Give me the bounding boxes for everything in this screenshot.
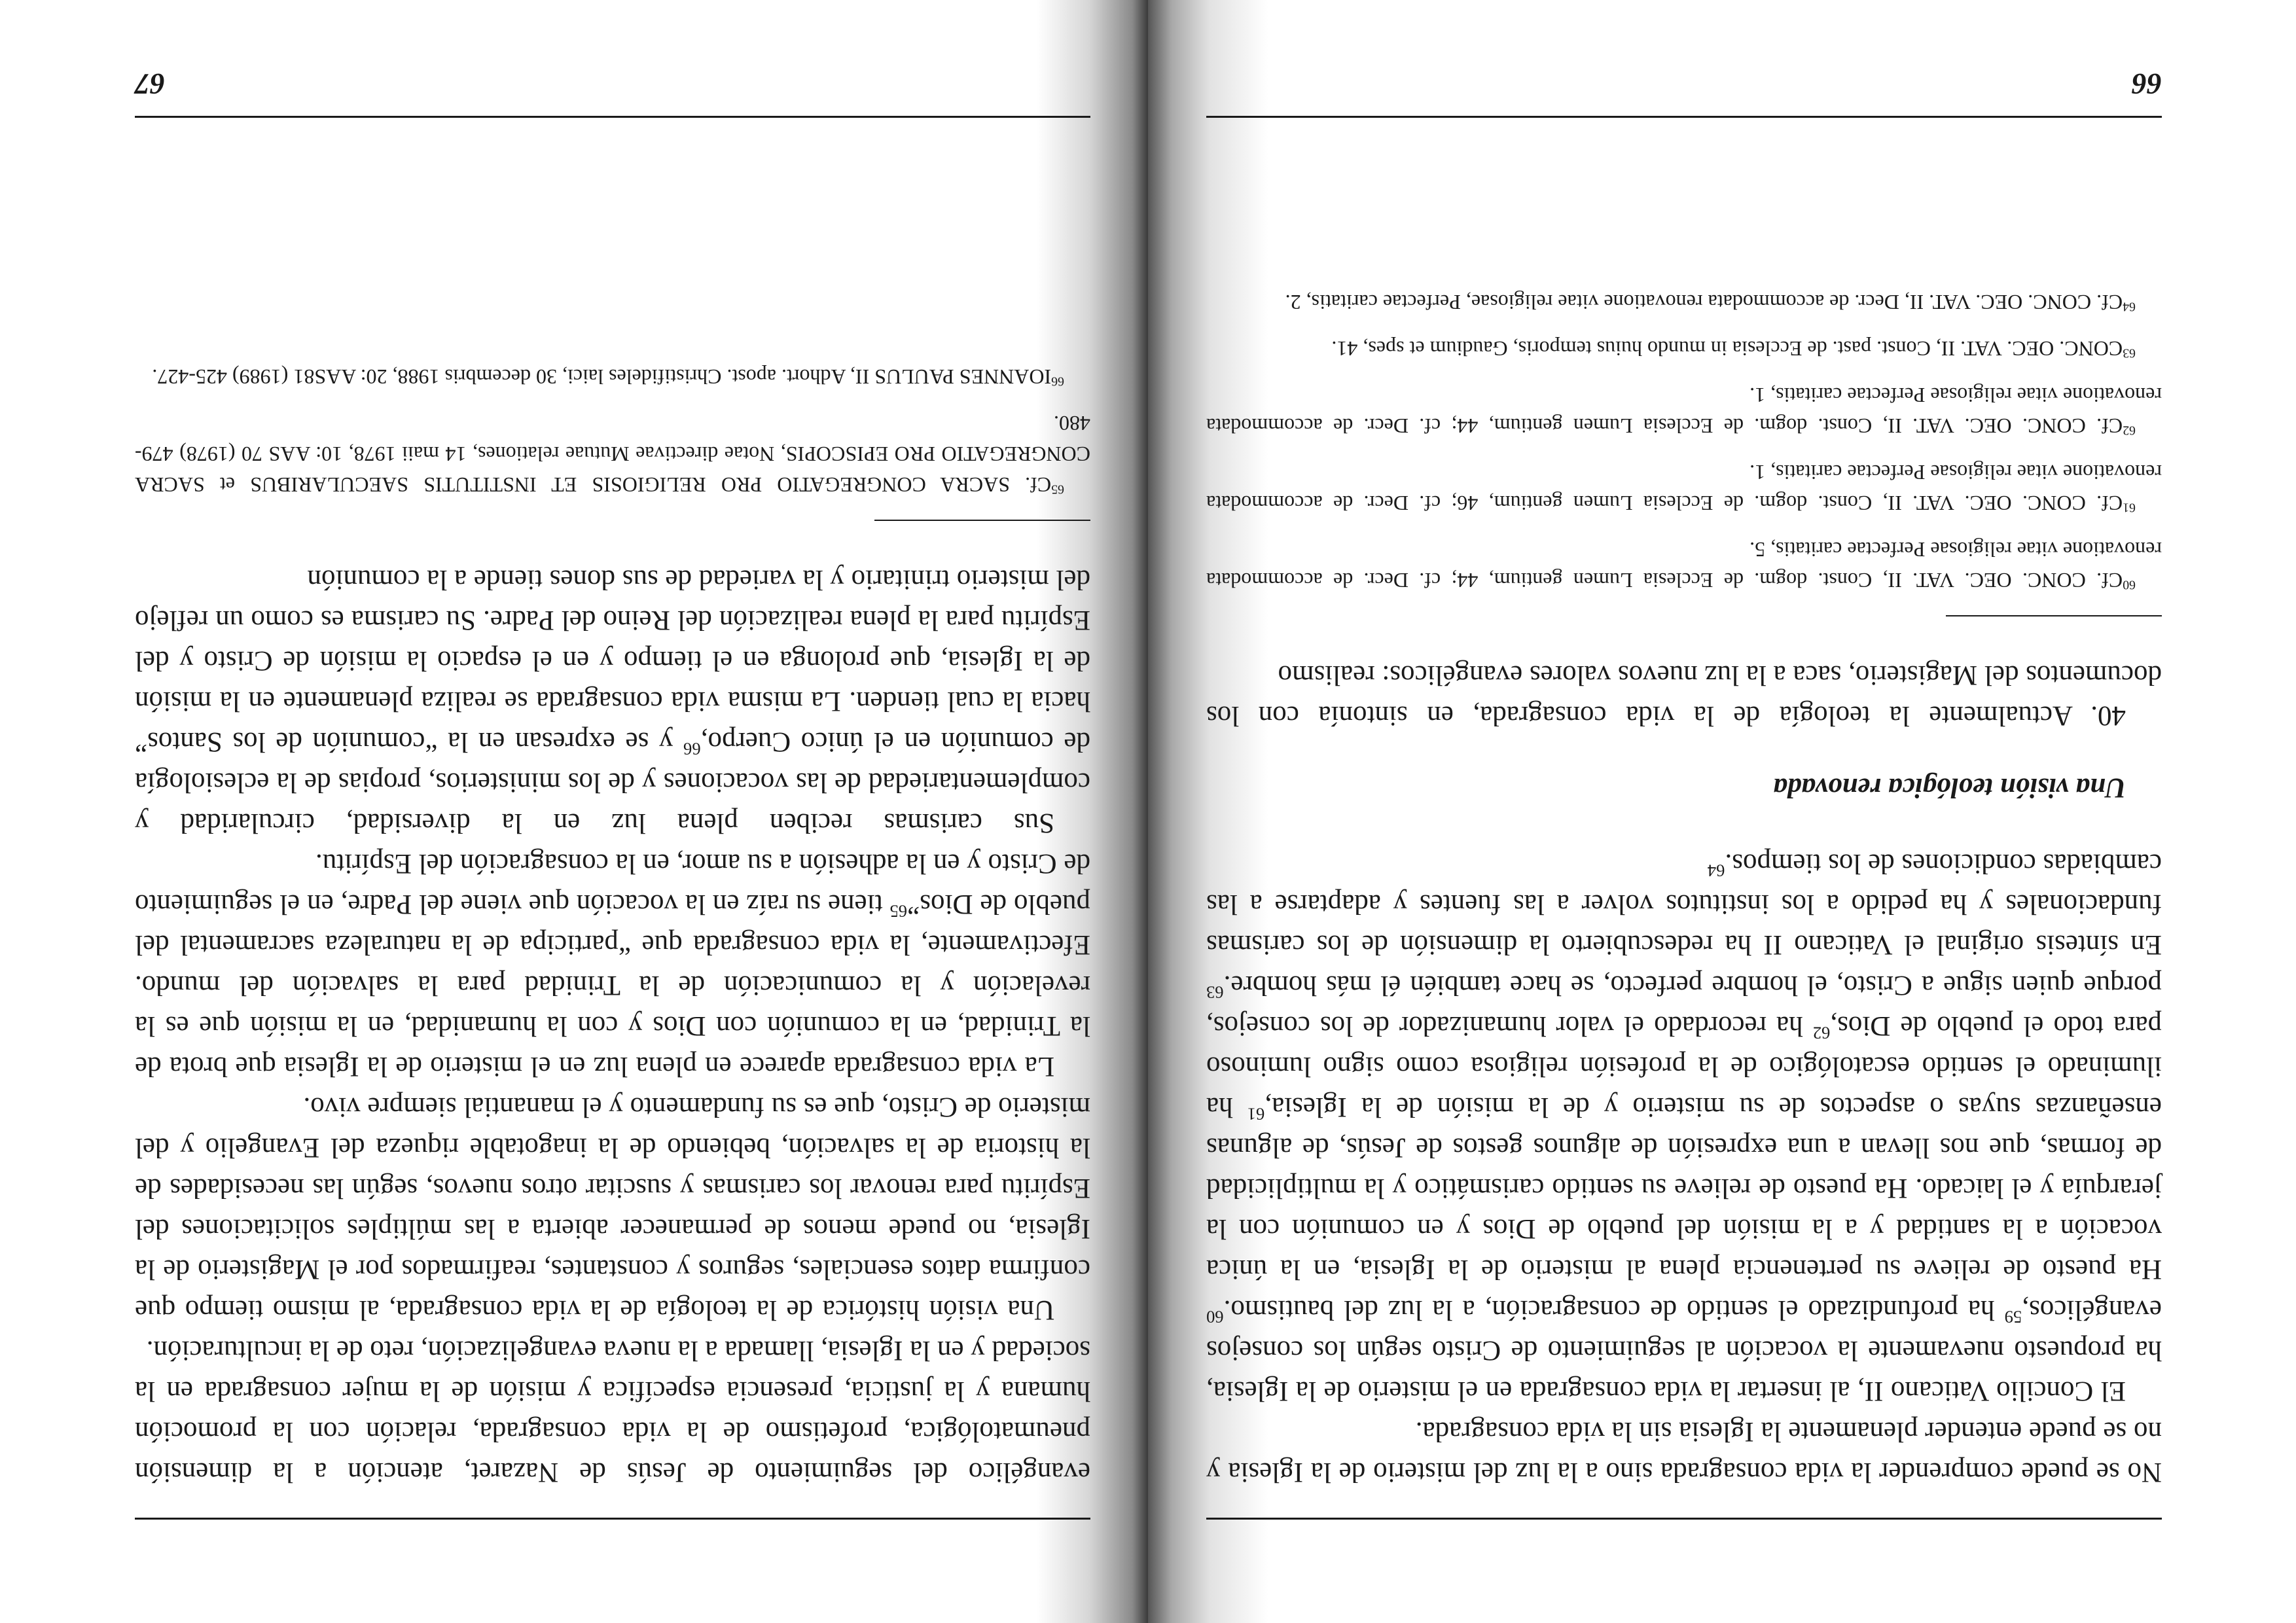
footer-rule [135,116,1090,118]
footnote: $^{62}$Cf. CONC. OEC. VAT. II, Const. dogm. de Ecclesia Lumen gentium, 44; cf. Decr. de accommodata renovatione vitae religiosae Perfectae caritatis, 1. [1206,383,2162,438]
page-66-body [1206,271,2162,1492]
footnote: $^{66}$IOANNES PAULUS II, Adhort. apost. Christifideles laici, 30 decembris 1988, 20: AAS81 (1989) 425-427. [152,365,1064,389]
footnotes [135,361,1090,500]
section-heading: Una visión teológica renovada [1773,772,2126,803]
paragraph: Una visión histórica de la teología de la vida consagrada, al mismo tiempo que confirma datos esenciales, seguros y constantes, reafirmados por el Magisterio de la Iglesia, no puede menos de permanecer abierta a las múltiples solicitaciones del Espíritu para renovar los carismas y suscitar otros nuevos, según las necesidades de la historia de la salvación, bebiendo de la inagotable riqueza del Evangelio y del misterio de Cristo, que es su fundamento y el manantial siempre vivo. [135,1092,1090,1325]
paragraph: La vida consagrada aparece en plena luz en el misterio de la Iglesia que brota de la Trinidad, en la comunión con Dios y con la humanidad, en la misión que es la revelación y la comunicación de la Trinidad para la salvación del mundo. Efectivamente, la vida consagrada que “participa de la naturaleza sacramental del pueblo de Dios”$^{65}$ tiene su raíz en la vocación que viene del Padre, en el seguimiento de Cristo y en la adhesión a su amor, en la consagración del Espíritu. [135,848,1090,1082]
paragraph: El Concilio Vaticano II, al insertar la vida consagrada en el misterio de la Iglesia, ha propuesto nuevamente la vocación al seguimiento de Cristo según los consejos evangélicos,$^{59}$ ha profundizado el sentido de consagración, a la luz del bautismo.$^{60}$ Ha puesto de relieve su pertenencia plena al misterio de la Iglesia, en la única vocación a la santidad y a la misión del pueblo de Dios y en comunión con la jerarquía y el laicado. Ha puesto de relieve su sentido carismático y la multiplicidad de formas, que nos llevan a una expresión de algunos gestos de Jesús, de algunas enseñanzas suyas o aspectos de su misterio y de la misión de la Iglesia,$^{61}$ ha iluminado el sentido escatológico de la profesión religiosa como signo luminoso para todo el pueblo de Dios,$^{62}$ ha recordado el valor humanizador de los consejos, porque quien sigue a Cristo, el hombre perfecto, se hace también él más hombre.$^{63}$ En síntesis original el Vaticano II ha redescubierto la dimensión de los carismas fundacionales y ha pedido a los institutos volver a las fuentes y adaptarse a las cambiadas condiciones de los tiempos.$^{64}$ [1206,848,2162,1406]
footnote: $^{65}$Cf. SACRA CONGREGATIO PRO RELIGIOSIS ET INSTITUTIS SAECULARIBUS et SACRA CONGREGATIO PRO EPISCOPIS, Notae directivae Mutuae relationes, 14 maii 1978, 10: AAS 70 (1978) 479-480. [135,412,1090,497]
page-66 [1148,0,2296,1623]
footnote: $^{61}$Cf. CONC. OEC. VAT. II, Const. dogm. de Ecclesia Lumen gentium, 46; cf. Decr. de accommodata renovatione vitae religiosae Perfectae caritatis, 1. [1206,461,2162,515]
footnote: $^{60}$Cf. CONC. OEC. VAT. II, Const. dogm. de Ecclesia Lumen gentium, 44; cf. Decr. de accommodata renovatione vitae religiosae Perfectae caritatis, 5. [1206,538,2162,592]
footnote: $^{64}$Cf. CONC. OEC. VAT. II, Decr. de accommodata renovatione vitae religiosae, Perfectae caritatis, 2. [1285,291,2136,314]
paragraph: Sus carismas reciben plena luz en la diversidad, circularidad y complementariedad de las vocaciones y de los ministerios, propias de la eclesiología de comunión en el único Cuerpo,$^{66}$ y se expresan en la “comunión de los Santos” hacia la cual tienden. La misma vida consagrada se realiza plenamente en la misión de la Iglesia, que prolonga en el tiempo y en el espacio la misión de Cristo y del Espíritu para la plena realización del Reino del Padre. Su carisma es como un reflejo del misterio trinitario y la variedad de sus dones tiende a la comunión [135,564,1090,838]
footnote-separator [1946,615,2162,616]
header-rule [1206,1518,2162,1520]
page-number: 67 [135,67,165,101]
footnote: $^{63}$CONC. OEC. VAT. II, Const. past. de Ecclesia in mundo huius temporis, Gaudium et spes, 41. [1331,337,2136,361]
footnotes [1206,287,2162,596]
paragraph: evangélico del seguimiento de Jesús de Nazaret, atención a la dimensión pneumatológica, profetismo de la vida consagrada, relación con la promoción humana y la justicia, presencia específica y misión de la mujer consagrada en la sociedad y en la Iglesia, llamada a la nueva evangelización, reto de la inculturación. [135,1335,1090,1488]
footer-rule [1206,116,2162,118]
page-67-body [135,346,1090,1492]
paragraph: No se puede comprender la vida consagrada sino a la luz del misterio de la Iglesia y no se puede entender plenamente la Iglesia sin la vida consagrada. [1206,1416,2162,1488]
paragraph-40: 40. Actualmente la teología de la vida consagrada, en sintonía con los documentos del Magisterio, saca a la luz nuevos valores evangélicos: realismo [1206,660,2162,731]
page-number: 66 [2132,67,2162,101]
footnote-separator [874,520,1090,521]
header-rule [135,1518,1090,1520]
